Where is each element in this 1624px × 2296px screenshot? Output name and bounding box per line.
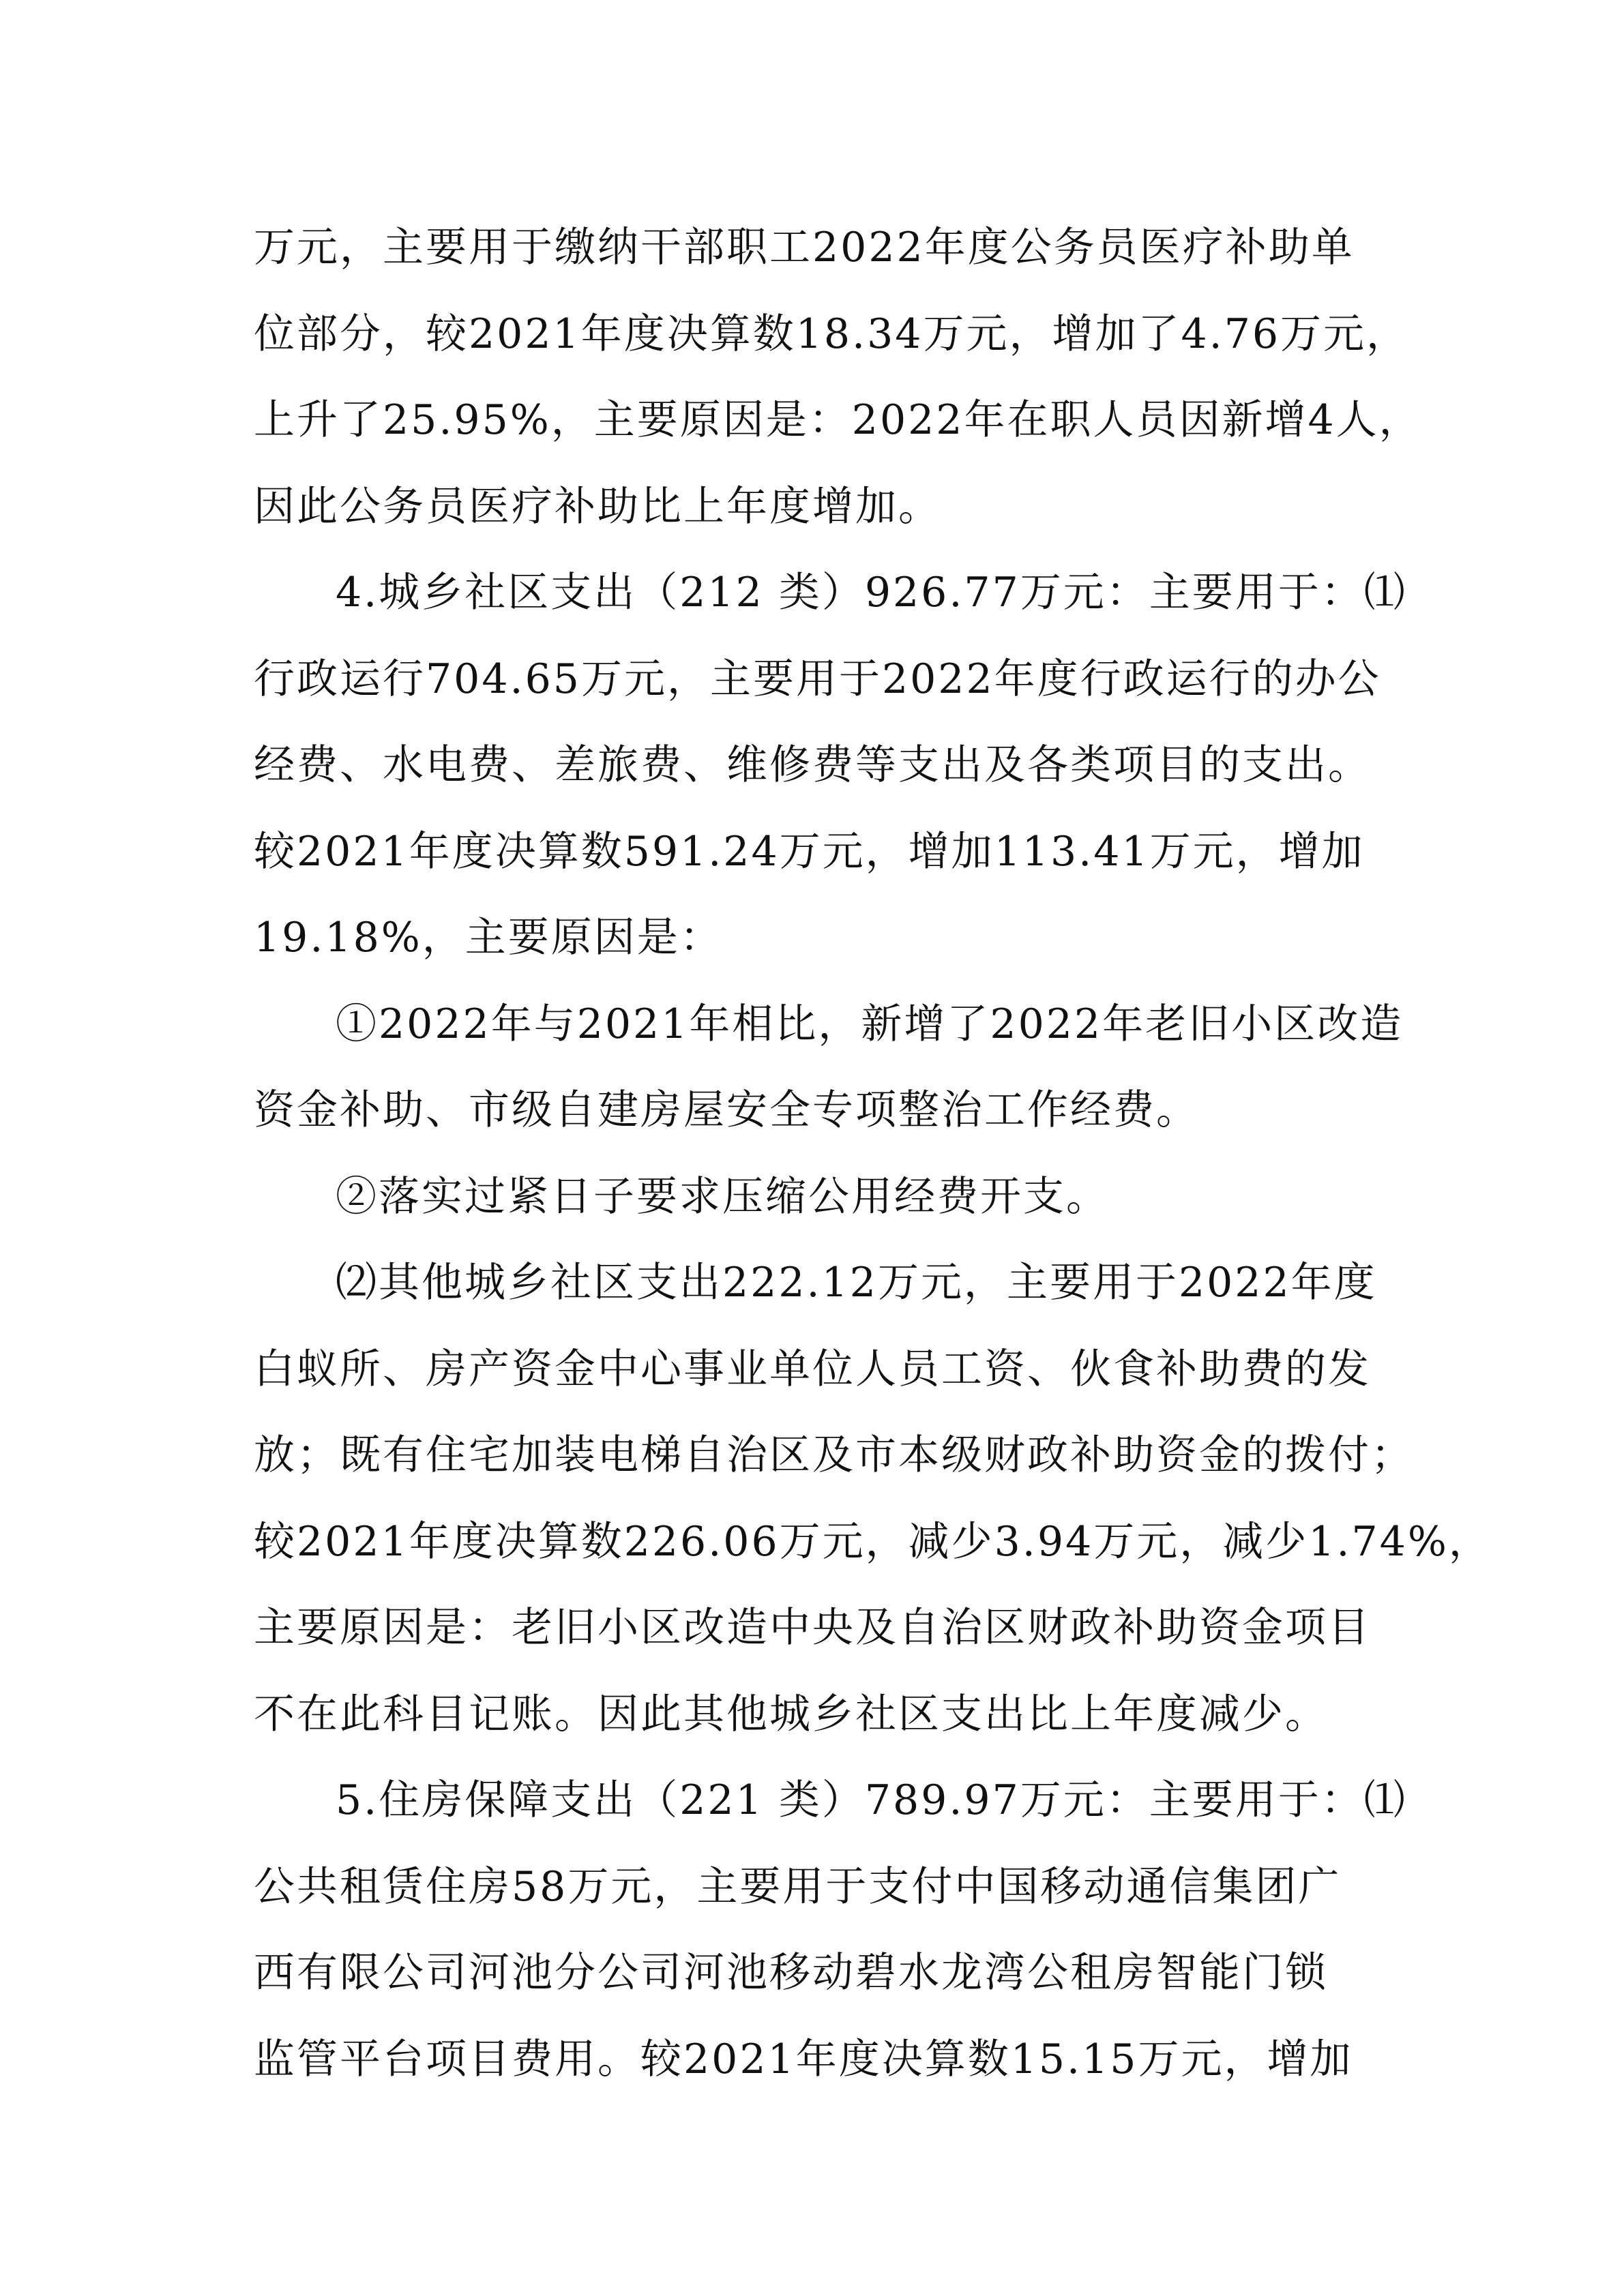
- text-line: 较2021年度决算数226.06万元，减少3.94万元，减少1.74%，: [254, 1517, 1492, 1566]
- text-line: 白蚁所、房产资金中心事业单位人员工资、伙食补助费的发: [254, 1345, 1371, 1393]
- text-line: 经费、水电费、差旅费、维修费等支出及各类项目的支出。: [254, 741, 1371, 789]
- text-line: 行政运行704.65万元，主要用于2022年度行政运行的办公: [254, 655, 1381, 703]
- text-line: 西有限公司河池分公司河池移动碧水龙湾公租房智能门锁: [254, 1949, 1328, 1997]
- text-line: 较2021年度决算数591.24万元，增加113.41万元，增加: [254, 827, 1365, 876]
- text-line: 公共租赁住房58万元，主要用于支付中国移动通信集团广: [254, 1862, 1342, 1911]
- text-line: 不在此科目记账。因此其他城乡社区支出比上年度减少。: [254, 1690, 1328, 1738]
- text-line: 万元，主要用于缴纳干部职工2022年度公务员医疗补助单: [254, 224, 1355, 271]
- text-line: 19.18%，主要原因是：: [254, 914, 723, 961]
- text-line: 因此公务员医疗补助比上年度增加。: [254, 482, 941, 531]
- text-line: ①2022年与2021年相比，新增了2022年老旧小区改造: [336, 1000, 1404, 1048]
- text-line: 放；既有住宅加装电梯自治区及市本级财政补助资金的拨付；: [254, 1431, 1414, 1479]
- text-line: 监管平台项目费用。较2021年度决算数15.15万元，增加: [254, 2035, 1353, 2083]
- text-line: 5.住房保障支出（221 类）789.97万元：主要用于：⑴: [336, 1776, 1407, 1824]
- text-line: 资金补助、市级自建房屋安全专项整治工作经费。: [254, 1086, 1199, 1134]
- text-line: ⑵其他城乡社区支出222.12万元，主要用于2022年度: [336, 1259, 1377, 1307]
- text-line: 主要原因是：老旧小区改造中央及自治区财政补助资金项目: [254, 1604, 1371, 1652]
- text-line: 4.城乡社区支出（212 类）926.77万元：主要用于：⑴: [336, 569, 1407, 616]
- text-line: 上升了25.95%，主要原因是：2022年在职人员因新增4人，: [254, 396, 1422, 444]
- text-line: 位部分，较2021年度决算数18.34万元，增加了4.76万元，: [254, 310, 1410, 358]
- text-line: ②落实过紧日子要求压缩公用经费开支。: [336, 1172, 1109, 1221]
- body-text: [254, 205, 1492, 2102]
